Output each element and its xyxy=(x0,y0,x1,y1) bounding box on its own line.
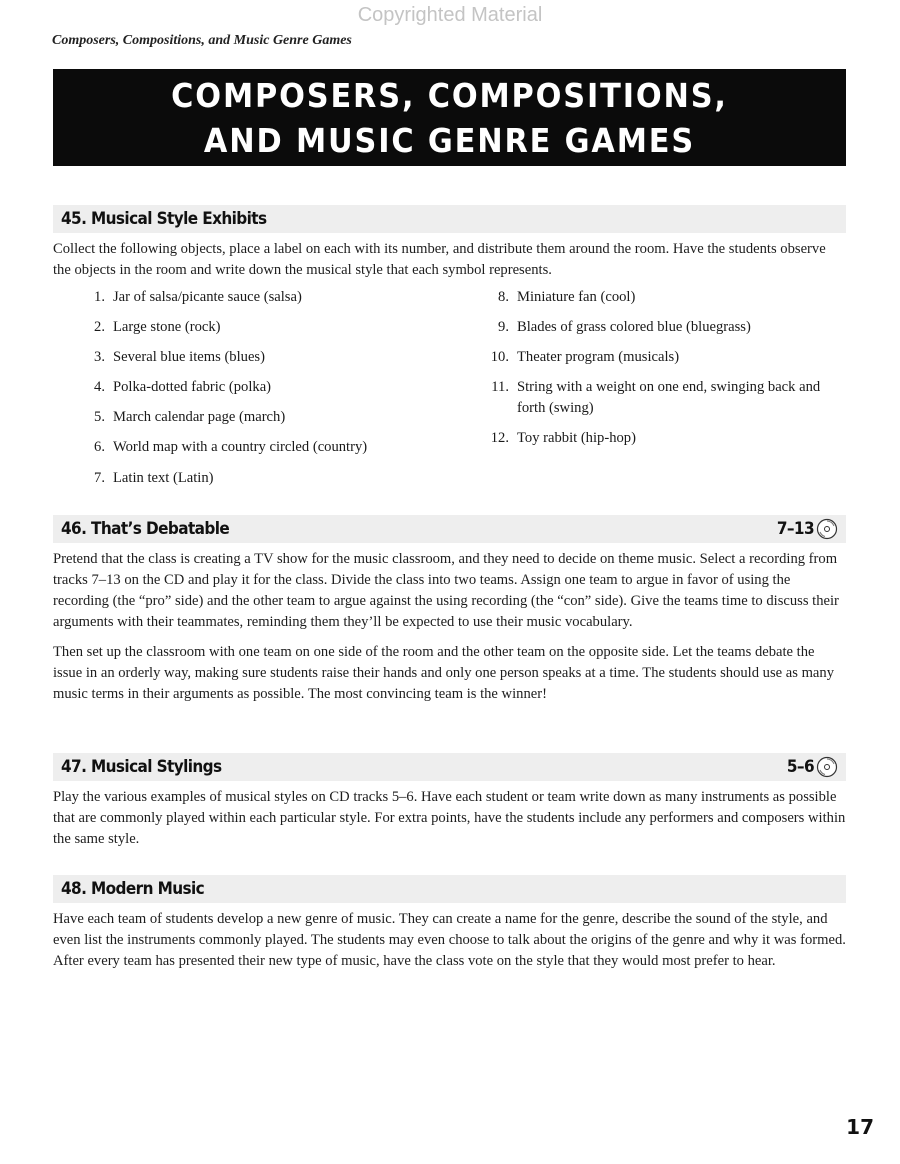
list-item xyxy=(53,468,485,489)
list-item xyxy=(53,407,485,428)
list-text: March calendar page (march) xyxy=(113,409,286,426)
list-number: 1. xyxy=(94,289,105,305)
list-text: Miniature fan (cool) xyxy=(517,289,636,305)
list-item xyxy=(53,377,485,398)
cd-disc-icon xyxy=(816,518,838,540)
list-text: String with a weight on one end, swinging back and forth (swing) xyxy=(517,379,821,416)
cd-tracks xyxy=(787,756,838,778)
list-text: Polka-dotted fabric (polka) xyxy=(113,379,272,396)
section-title: 45. Musical Style Exhibits xyxy=(61,209,267,229)
section-46 xyxy=(53,515,846,705)
list-text: Theater program (musicals) xyxy=(517,349,680,366)
chapter-title-line-1: COMPOSERS, COMPOSITIONS, xyxy=(171,75,728,115)
section-paragraph: Have each team of students develop a new genre of music. They can create a name for the genre, describe the sound of the style, and even list the instruments commonly played. The students may even choose to talk about the origins of the genre and why it was formed. After every team has presented their new type of music, have the class vote on the style that they would most prefer to hear. xyxy=(53,911,846,969)
section-paragraph: Then set up the classroom with one team on one side of the room and the other team on the opposite side. Let the teams debate the issue in an orderly way, making sure students raise their hands and only one person speaks at a time. The students should use as many music terms in their arguments as possible. The most convincing team is the winner! xyxy=(53,644,835,702)
copyright-watermark: Copyrighted Material xyxy=(357,4,543,26)
list-text: World map with a country circled (country) xyxy=(113,439,368,456)
section-header xyxy=(53,515,846,543)
cd-tracks xyxy=(777,518,838,540)
list-item xyxy=(485,428,845,449)
section-header xyxy=(53,205,846,233)
list-number: 5. xyxy=(94,409,105,426)
list-text: Several blue items (blues) xyxy=(113,349,265,366)
list-item xyxy=(485,347,845,368)
section-title: 46. That’s Debatable xyxy=(61,519,230,539)
section-48 xyxy=(53,875,846,972)
chapter-title-line-2: AND MUSIC GENRE GAMES xyxy=(203,120,696,160)
list-item xyxy=(485,287,845,308)
list-text: Toy rabbit (hip-hop) xyxy=(517,429,636,446)
list-item xyxy=(53,437,485,458)
section-title: 47. Musical Stylings xyxy=(61,757,222,777)
running-head: Composers, Compositions, and Music Genre Games xyxy=(52,33,352,48)
list-text: Blades of grass colored blue (bluegrass) xyxy=(517,319,751,336)
list-number: 12. xyxy=(490,429,509,446)
object-list-right xyxy=(485,287,845,498)
section-paragraph: Collect the following objects, place a label on each with its number, and distribute them around the room. Have the students observe the objects in the room and write down the musical style that each symbol represents. xyxy=(53,241,826,278)
object-list-left xyxy=(53,287,485,498)
list-number: 8. xyxy=(498,289,509,305)
list-number: 7. xyxy=(94,469,105,486)
section-title: 48. Modern Music xyxy=(61,879,205,899)
section-paragraph: Play the various examples of musical styles on CD tracks 5–6. Have each student or team write down as many instruments as possible that are commonly played within each particular style. For extra points, have the students include any performers and composers within the same style. xyxy=(53,789,846,847)
list-number: 4. xyxy=(94,379,105,396)
list-number: 3. xyxy=(94,349,105,366)
list-text: Latin text (Latin) xyxy=(113,469,214,486)
list-text: Large stone (rock) xyxy=(113,319,221,336)
section-45 xyxy=(53,205,846,498)
list-item xyxy=(485,377,845,418)
list-item xyxy=(53,287,485,308)
section-paragraph: Pretend that the class is creating a TV show for the music classroom, and they need to decide on theme music. Select a recording from tracks 7–13 on the CD and play it for the class. Divide the class into two teams. Assign one team to argue in favor of using the recording (the “pro” side) and the other team to argue against the using recording (the “con” side). Give the teams time to discuss their arguments with their teammates, reminding them they’ll be expected to use their music vocabulary. xyxy=(53,551,839,630)
list-number: 10. xyxy=(490,349,509,366)
list-text: Jar of salsa/picante sauce (salsa) xyxy=(113,289,302,305)
section-header xyxy=(53,875,846,903)
track-range: 5–6 xyxy=(786,757,814,777)
cd-disc-icon xyxy=(816,756,838,778)
list-item xyxy=(485,317,845,338)
chapter-title-banner xyxy=(53,69,846,166)
section-header xyxy=(53,753,846,781)
list-number: 6. xyxy=(94,439,105,456)
list-number: 11. xyxy=(491,379,509,396)
page-number: 17 xyxy=(846,1115,874,1139)
list-number: 9. xyxy=(498,319,509,336)
object-list xyxy=(53,287,846,498)
list-number: 2. xyxy=(94,319,105,336)
section-47 xyxy=(53,753,846,850)
track-range: 7–13 xyxy=(776,519,814,539)
list-item xyxy=(53,317,485,338)
list-item xyxy=(53,347,485,368)
